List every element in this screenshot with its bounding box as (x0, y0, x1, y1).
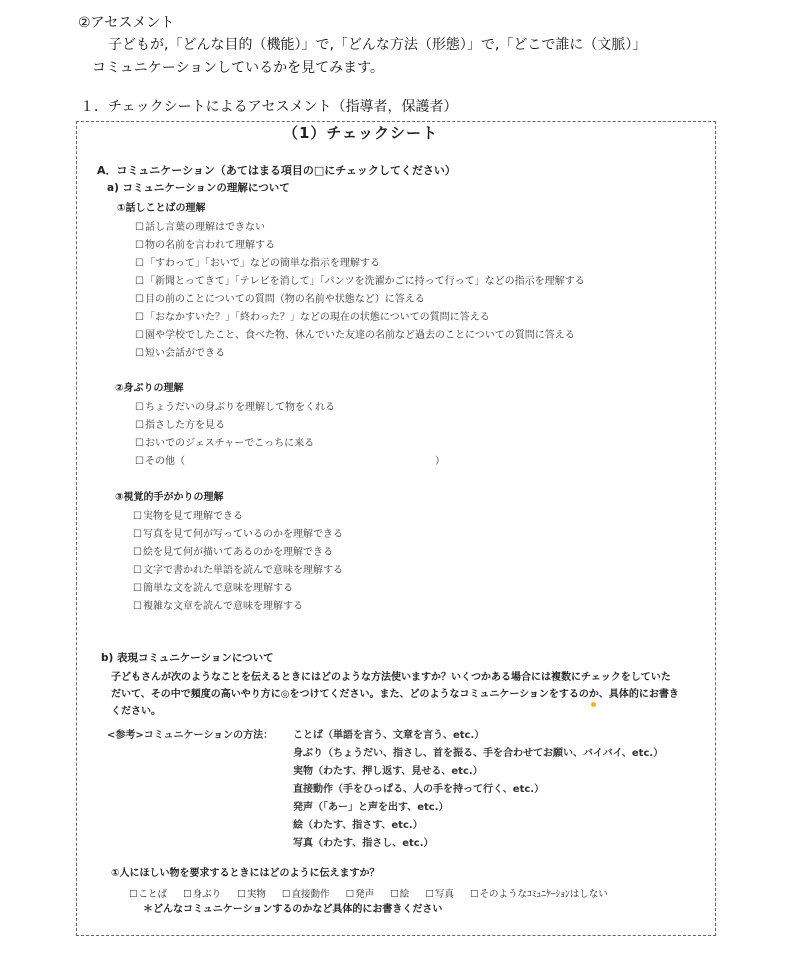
reference-item: 実物（わたす、押し返す、見せる、etc.） (293, 766, 483, 777)
checkbox-item[interactable]: ☐ 物の名前を言われて理解する (135, 236, 275, 251)
assessment-heading: ②アセスメント (78, 15, 175, 31)
reference-label: <参考>コミュニケーションの方法： (107, 730, 274, 741)
instruction-line-1: 子どもさんが次のようなことを伝えるときにはどのような方法使いますか？いくつかある場合には複数にチェックをしていた (111, 672, 671, 683)
checkbox-item[interactable]: ☐ ちょうだいの身ぶりを理解して物をくれる (135, 398, 335, 413)
instruction-line-2: だいて、その中で頻度の高いやり方に◎をつけてください。また、どのようなコミュニケーションをするのか、具体的にお書き (111, 689, 679, 700)
option-checkbox[interactable]: ☐ ことば (129, 886, 167, 900)
reference-item: 絵（わたす、指さす、etc.） (293, 820, 423, 831)
section-a-heading: A．コミュニケーション（あてはまる項目の□にチェックしてください） (97, 164, 456, 177)
reference-item: 身ぶり（ちょうだい、指さし、首を振る、手を合わせてお願い、バイバイ、etc.） (293, 748, 664, 759)
checkbox-item[interactable]: ☐ 複雑な文章を読んで意味を理解する (133, 597, 303, 612)
option-checkbox[interactable]: ☐ 写真 (425, 886, 454, 900)
checkbox-item[interactable]: ☐ 目の前のことについての質問（物の名前や状態など）に答える (135, 290, 425, 305)
option-checkbox[interactable]: ☐ 実物 (237, 886, 266, 900)
option-checkbox[interactable]: ☐ 直接動作 (282, 886, 330, 900)
checkbox-item[interactable]: ☐ 簡単な文を読んで意味を理解する (133, 579, 293, 594)
checkbox-item[interactable]: ☐ 実物を見て理解できる (133, 507, 243, 522)
sheet-title: （1）チェックシート (283, 124, 438, 142)
checksheet-frame (76, 121, 716, 936)
checkbox-item[interactable]: ☐ 写真を見て何が写っているのかを理解できる (133, 525, 343, 540)
option-checkbox[interactable]: ☐ 身ぶり (183, 886, 221, 900)
option-checkbox[interactable]: ☐ 絵 (390, 886, 409, 900)
checkbox-item[interactable]: ☐ 話し言葉の理解はできない (135, 218, 265, 233)
option-checkbox[interactable]: ☐ 発声 (346, 886, 375, 900)
checkbox-item[interactable]: ☐ 絵を見て何が描いてあるのかを理解できる (133, 543, 333, 558)
checkbox-item[interactable]: ☐ 園や学校でしたこと、食べた物、休んでいた友達の名前など過去のことについての質問に答える (135, 326, 575, 341)
checkbox-item[interactable]: ☐ 短い会話ができる (135, 344, 225, 359)
checkbox-item-other[interactable]: ☐ その他（ ） (135, 452, 445, 467)
intro-line-2: コミュニケーションしているかを見てみます。 (92, 60, 385, 76)
checkbox-item[interactable]: ☐ おいでのジェスチャーでこっちに来る (135, 434, 314, 449)
checkbox-item[interactable]: ☐ 文字で書かれた単語を読んで意味を理解する (133, 561, 343, 576)
group-gesture-heading: ②身ぶりの理解 (115, 383, 184, 394)
reference-item: 直接動作（手をひっぱる、人の手を持って行く、etc.） (293, 784, 545, 795)
question-request: ①人にほしい物を要求するときにはどのように伝えますか？ (111, 868, 380, 879)
reference-item: ことば（単語を言う、文章を言う、etc.） (293, 730, 485, 741)
option-checkbox[interactable]: ☐ そのようなｺﾐｭﾆｹｰｼｮﾝはしない (470, 886, 608, 900)
checksheet-section-heading: １．チェックシートによるアセスメント（指導者，保護者） (80, 99, 458, 115)
checkbox-item[interactable]: ☐ 「すわって」「おいで」などの簡単な指示を理解する (135, 254, 380, 269)
part-a-heading: a) コミュニケーションの理解について (107, 182, 290, 194)
reference-item: 発声（「あー」と声を出す、etc.） (293, 802, 449, 813)
reference-item: 写真（わたす、指さし、etc.） (293, 838, 434, 849)
checkbox-item[interactable]: ☐ 指さした方を見る (135, 416, 225, 431)
checkbox-item[interactable]: ☐ 「新聞とってきて」「テレビを消して」「パンツを洗濯かごに持って行って」などの指示を理解する (135, 272, 585, 287)
intro-line-1: 子どもが,「どんな目的（機能）」で,「どんな方法（形態）」で,「どこで誰に（文脈）」 (108, 37, 647, 53)
part-b-heading: b) 表現コミュニケーションについて (101, 652, 274, 664)
instruction-line-3: ください。 (111, 706, 161, 717)
scan-speck (591, 702, 596, 707)
group-speech-heading: ①話しことばの理解 (117, 203, 206, 214)
request-options (129, 882, 619, 901)
checkbox-item[interactable]: ☐ 「おなかすいた？」「終わった？」などの現在の状態についての質問に答える (135, 308, 490, 323)
group-visual-heading: ③視覚的手がかりの理解 (115, 492, 224, 503)
request-note: ＊どんなコミュニケーションするのかなど具体的にお書きください (143, 904, 443, 915)
